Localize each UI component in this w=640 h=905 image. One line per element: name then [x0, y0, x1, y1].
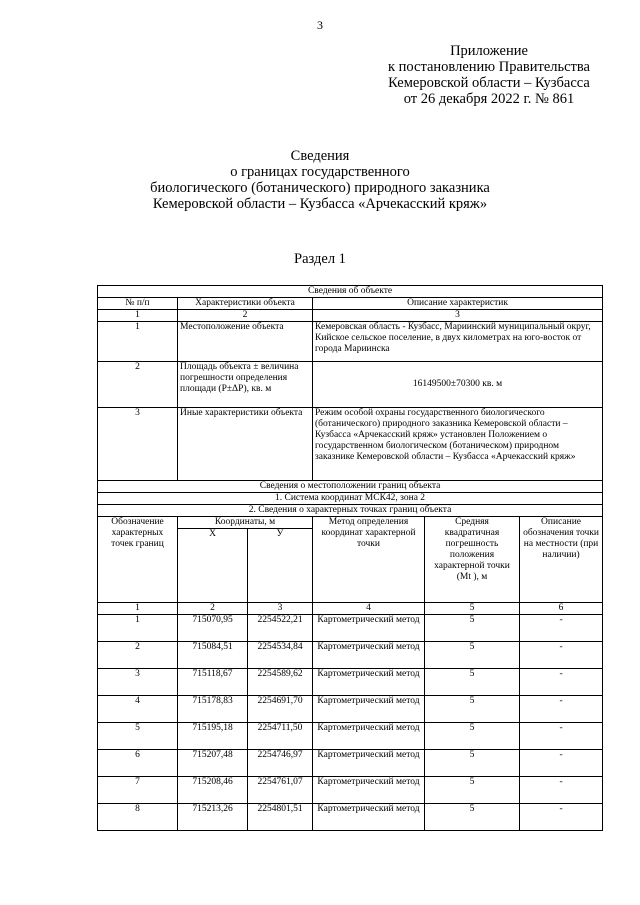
point-method: Картометрический метод [313, 615, 425, 642]
points-table-body [98, 615, 603, 831]
point-id: 8 [98, 804, 178, 831]
point-method: Картометрический метод [313, 669, 425, 696]
point-id: 2 [98, 642, 178, 669]
appendix-line: от 26 декабря 2022 г. № 861 [403, 91, 575, 107]
point-row [98, 804, 603, 831]
point-description: - [520, 804, 603, 831]
column-number: 1 [98, 603, 178, 615]
appendix-line: Кемеровской области – Кузбасса [388, 75, 590, 91]
object-row-num: 3 [98, 408, 178, 481]
point-description: - [520, 750, 603, 777]
point-y: 2254711,50 [248, 723, 313, 750]
point-id: 6 [98, 750, 178, 777]
column-header-method: Метод определения координат характерной точки [313, 517, 425, 603]
column-number: 2 [178, 603, 248, 615]
point-y: 2254691,70 [248, 696, 313, 723]
point-method: Картометрический метод [313, 804, 425, 831]
points-title: 2. Сведения о характерных точках границ объекта [98, 505, 603, 517]
object-row [98, 362, 603, 408]
column-header-y: У [248, 529, 313, 603]
point-error: 5 [425, 723, 520, 750]
point-description: - [520, 615, 603, 642]
point-error: 5 [425, 804, 520, 831]
object-row-num: 1 [98, 322, 178, 362]
coord-system: 1. Система координат МСК42, зона 2 [98, 493, 603, 505]
location-info-title: Сведения о местоположении границ объекта [98, 481, 603, 493]
point-y: 2254761,07 [248, 777, 313, 804]
point-y: 2254801,51 [248, 804, 313, 831]
column-header-error: Средняя квадратичная погрешность положения характерной точки (Мt ), м [425, 517, 520, 603]
heading-line: Кемеровской области – Кузбасса «Арчекасский кряж» [152, 196, 488, 212]
column-number: 1 [98, 310, 178, 322]
column-number: 3 [313, 310, 603, 322]
appendix-line: Приложение [450, 43, 528, 59]
object-row-name: Иные характеристики объекта [178, 408, 313, 481]
point-row [98, 642, 603, 669]
object-row-name: Площадь объекта ± величина погрешности определения площади (P±ΔP), кв. м [178, 362, 313, 408]
column-header-designation: Обозначение характерных точек границ [98, 517, 178, 603]
page-number: 3 [317, 18, 323, 32]
object-info-title: Сведения об объекте [98, 286, 603, 298]
point-row [98, 669, 603, 696]
point-method: Картометрический метод [313, 642, 425, 669]
point-method: Картометрический метод [313, 723, 425, 750]
point-method: Картометрический метод [313, 750, 425, 777]
point-description: - [520, 642, 603, 669]
column-number: 4 [313, 603, 425, 615]
document-heading [0, 148, 640, 212]
point-error: 5 [425, 669, 520, 696]
object-row [98, 322, 603, 362]
point-x: 715207,48 [178, 750, 248, 777]
boundary-table [97, 285, 603, 831]
heading-line: биологического (ботанического) природного заказника [150, 180, 490, 196]
point-error: 5 [425, 750, 520, 777]
point-id: 1 [98, 615, 178, 642]
object-row-desc: Кемеровская область - Кузбасс, Мариинский муниципальный округ, Кийское сельское поселение, в двух километрах на юго-восток от города Мариинска [313, 322, 603, 362]
point-description: - [520, 696, 603, 723]
point-error: 5 [425, 696, 520, 723]
object-row-num: 2 [98, 362, 178, 408]
point-method: Картометрический метод [313, 777, 425, 804]
point-x: 715084,51 [178, 642, 248, 669]
point-x: 715195,18 [178, 723, 248, 750]
column-header-coords: Координаты, м [178, 517, 313, 529]
column-number: 3 [248, 603, 313, 615]
heading-line: о границах государственного [230, 164, 410, 180]
object-row-desc: Режим особой охраны государственного биологического (ботанического) природного заказника Кемеровской области – Кузбасса «Арчекасский кряж» установлен Положением о государственном биологическом (ботаническом) природном заказнике Кемеровской области – Кузбасса «Арчекасский кряж» [313, 408, 603, 481]
column-number: 6 [520, 603, 603, 615]
appendix-block [374, 43, 604, 107]
point-error: 5 [425, 777, 520, 804]
point-description: - [520, 723, 603, 750]
object-row-name: Местоположение объекта [178, 322, 313, 362]
column-header-description: Описание характеристик [313, 298, 603, 310]
point-x: 715208,46 [178, 777, 248, 804]
point-error: 5 [425, 642, 520, 669]
point-description: - [520, 777, 603, 804]
point-row [98, 777, 603, 804]
object-row [98, 408, 603, 481]
point-row [98, 723, 603, 750]
point-id: 5 [98, 723, 178, 750]
column-number: 5 [425, 603, 520, 615]
heading-line: Сведения [290, 148, 350, 164]
column-header-num: № п/п [98, 298, 178, 310]
point-error: 5 [425, 615, 520, 642]
column-header-characteristic: Характеристики объекта [178, 298, 313, 310]
point-id: 7 [98, 777, 178, 804]
object-row-desc: 16149500±70300 кв. м [313, 362, 603, 408]
point-row [98, 750, 603, 777]
point-y: 2254534,84 [248, 642, 313, 669]
column-header-point-description: Описание обозначения точки на местности (при наличии) [520, 517, 603, 603]
point-id: 3 [98, 669, 178, 696]
point-row [98, 696, 603, 723]
point-row [98, 615, 603, 642]
point-description: - [520, 669, 603, 696]
point-y: 2254746,97 [248, 750, 313, 777]
point-x: 715118,67 [178, 669, 248, 696]
point-x: 715178,83 [178, 696, 248, 723]
point-x: 715070,95 [178, 615, 248, 642]
appendix-line: к постановлению Правительства [388, 59, 590, 75]
point-y: 2254589,62 [248, 669, 313, 696]
point-method: Картометрический метод [313, 696, 425, 723]
point-id: 4 [98, 696, 178, 723]
column-header-x: Х [178, 529, 248, 603]
section-title: Раздел 1 [294, 251, 346, 267]
point-y: 2254522,21 [248, 615, 313, 642]
column-number: 2 [178, 310, 313, 322]
point-x: 715213,26 [178, 804, 248, 831]
